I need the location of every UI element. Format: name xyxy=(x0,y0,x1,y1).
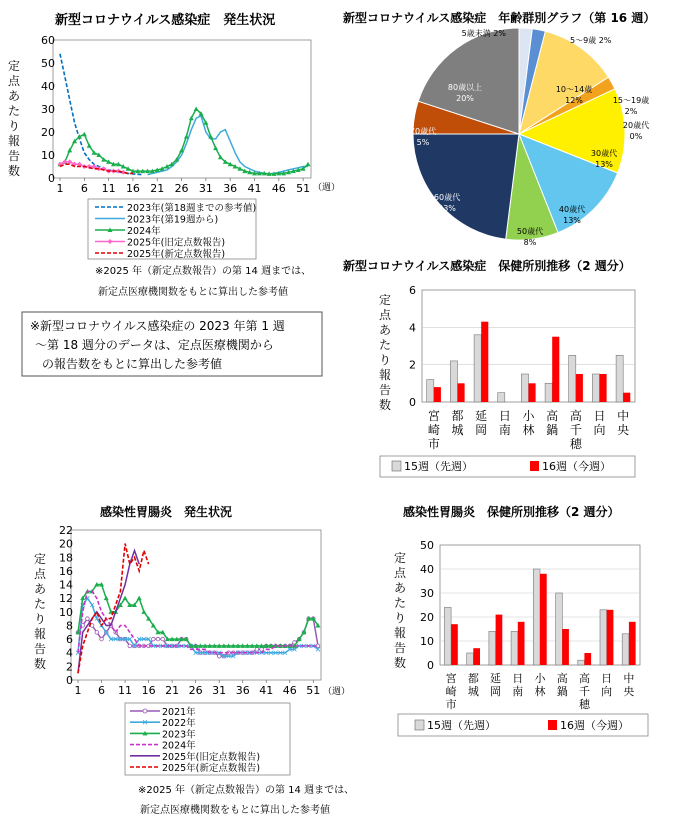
gastro-weekly-xtick-6: 6 xyxy=(98,684,106,697)
gastro-weekly-legend-label-3: 2024年 xyxy=(162,740,196,752)
covid-age-pct-9: 5% xyxy=(416,138,430,147)
gastro-weekly-legend-label-4: 2025年(旧定点数報告) xyxy=(162,751,261,763)
gastro-hc-bar-1-2 xyxy=(496,615,503,665)
gastro-weekly-ylabel-char-5: 報 xyxy=(33,627,47,641)
gastro-weekly-ytick-2: 2 xyxy=(66,660,73,674)
gastro-hc-ytick-30: 30 xyxy=(420,587,434,600)
gastro-hc-bar-0-8 xyxy=(622,634,629,665)
covid-weekly-legend-label-1: 2023年(第19週から) xyxy=(127,214,219,226)
gastro-hc-bar-0-6 xyxy=(578,660,585,665)
covid-weekly-axes xyxy=(41,34,310,195)
covid-weekly-ytick-30: 30 xyxy=(41,103,55,116)
gastro-weekly-point-0-5 xyxy=(95,630,99,634)
covid-weekly-ytick-20: 20 xyxy=(41,126,55,139)
covid-age-pct-6: 13% xyxy=(563,216,581,225)
gastro-weekly-ytick-16: 16 xyxy=(59,564,73,578)
covid-weekly-series-line-2 xyxy=(60,109,308,174)
covid-age-pct-5: 13% xyxy=(595,160,613,169)
covid-weekly-legend-label-0: 2023年(第18週までの参考値) xyxy=(127,203,257,214)
gastro-weekly-chart xyxy=(34,504,354,816)
gastro-hc-bar-1-7 xyxy=(607,610,614,665)
covid-hc-ytick-6: 6 xyxy=(409,284,416,297)
gastro-hc-ylabel-char-3: た xyxy=(393,596,407,610)
covid-reference-note-line-2: ～第 18 週分のデータは、定点医療機関から xyxy=(35,338,274,352)
gastro-hc-bar-0-1 xyxy=(467,653,474,665)
covid-reference-note-box xyxy=(22,312,322,376)
covid-reference-note-line-3: の報告数をもとに算出した参考値 xyxy=(42,357,223,371)
covid-age-pie-chart xyxy=(343,10,655,247)
gastro-weekly-note-1: ※2025 年（新定点数報告）の第 14 週までは、 xyxy=(138,785,355,796)
gastro-hc-ytick-50: 50 xyxy=(420,539,434,552)
gastro-hc-category-3-char-1: 南 xyxy=(512,685,524,698)
gastro-weekly-ylabel xyxy=(34,552,47,671)
gastro-hc-category-5-char-1: 鍋 xyxy=(556,685,568,698)
covid-weekly-xtick-51: 51 xyxy=(296,182,311,195)
covid-weekly-xtick-41: 41 xyxy=(247,182,262,195)
covid-hc-legend-prev: 15週（先週） xyxy=(404,460,473,473)
covid-hc-ylabel-char-3: た xyxy=(378,338,392,352)
gastro-hc-category-4-char-1: 林 xyxy=(534,685,546,698)
covid-weekly-title: 新型コロナウイルス感染症 発生状況 xyxy=(55,13,276,28)
covid-weekly-xtick-16: 16 xyxy=(125,182,140,195)
covid-weekly-xtick-31: 31 xyxy=(198,182,213,195)
covid-hc-bar-1-4 xyxy=(529,383,536,402)
gastro-hc-ytick-0: 0 xyxy=(427,659,434,672)
gastro-hc-ylabel-char-7: 数 xyxy=(393,656,407,670)
gastro-hc-bar-1-1 xyxy=(473,648,480,665)
gastro-hc-title: 感染性胃腸炎 保健所別推移（2 週分） xyxy=(403,505,620,519)
covid-hc-ytick-4: 4 xyxy=(409,321,416,335)
gastro-hc-ytick-10: 10 xyxy=(420,635,434,648)
covid-weekly-ytick-40: 40 xyxy=(41,80,55,93)
covid-hc-category-4-char-0: 小 xyxy=(522,409,535,423)
gastro-weekly-xtick-36: 36 xyxy=(235,684,250,697)
covid-weekly-chart xyxy=(8,12,340,298)
covid-weekly-ylabel-char-0: 定 xyxy=(7,59,21,73)
covid-hc-bar-0-4 xyxy=(521,374,528,402)
covid-hc-bar-1-7 xyxy=(600,374,607,402)
gastro-weekly-ytick-14: 14 xyxy=(59,578,73,592)
gastro-weekly-point-2-11 xyxy=(123,596,128,601)
covid-hc-category-5-char-0: 高 xyxy=(546,409,559,423)
covid-weekly-ylabel-char-1: 点 xyxy=(7,74,21,88)
covid-age-label-4: 20歳代 xyxy=(622,121,650,130)
gastro-weekly-ylabel-char-3: た xyxy=(33,597,47,611)
covid-hc-bar-0-5 xyxy=(545,383,552,402)
gastro-hc-category-3-char-0: 日 xyxy=(512,672,524,685)
covid-hc-ytick-2: 2 xyxy=(409,358,416,372)
gastro-hc-bar-1-0 xyxy=(451,624,458,665)
gastro-weekly-note-2: 新定点医療機関数をもとに算出した参考値 xyxy=(140,805,330,816)
gastro-weekly-xtick-31: 31 xyxy=(212,684,227,697)
covid-hc-category-3-char-1: 南 xyxy=(498,423,511,437)
gastro-hc-category-2-char-1: 岡 xyxy=(490,685,502,698)
covid-hc-ylabel-char-5: 報 xyxy=(378,368,392,382)
covid-healthcenter-chart xyxy=(343,258,635,477)
gastro-hc-category-0-char-2: 市 xyxy=(445,698,457,711)
covid-weekly-xtick-21: 21 xyxy=(150,182,165,195)
covid-age-pct-4: 0% xyxy=(629,132,643,141)
gastro-hc-bar-1-6 xyxy=(584,653,591,665)
gastro-weekly-ytick-8: 8 xyxy=(66,619,73,633)
covid-hc-bar-0-8 xyxy=(616,355,623,402)
gastro-hc-ytick-20: 20 xyxy=(420,611,434,624)
gastro-weekly-point-0-18 xyxy=(156,637,160,641)
covid-hc-bar-0-2 xyxy=(474,335,481,402)
gastro-hc-legend-swatch-curr xyxy=(548,720,557,730)
covid-hc-category-0-char-2: 市 xyxy=(427,437,440,451)
covid-hc-bar-1-1 xyxy=(458,383,465,402)
covid-hc-bar-0-0 xyxy=(427,380,434,402)
covid-weekly-point-2-33 xyxy=(213,146,218,151)
gastro-weekly-xtick-21: 21 xyxy=(165,684,180,697)
covid-hc-category-7-char-0: 日 xyxy=(593,409,606,423)
gastro-hc-bar-0-5 xyxy=(556,593,563,665)
gastro-hc-bar-1-8 xyxy=(629,622,636,665)
gastro-hc-ylabel-char-6: 告 xyxy=(393,641,407,655)
covid-weekly-point-2-7 xyxy=(87,143,92,148)
covid-hc-category-5-char-1: 鍋 xyxy=(546,423,559,437)
covid-age-pct-2: 12% xyxy=(565,96,583,105)
gastro-weekly-point-0-12 xyxy=(128,644,132,648)
gastro-weekly-point-0-52 xyxy=(316,644,320,648)
covid-weekly-series xyxy=(58,54,311,176)
gastro-weekly-legend-marker-0 xyxy=(143,709,147,713)
covid-hc-bars xyxy=(427,322,631,402)
covid-age-label-9: 70歳代 xyxy=(409,127,437,136)
covid-hc-ytick-0: 0 xyxy=(409,396,416,409)
covid-hc-ylabel-char-6: 告 xyxy=(378,383,392,397)
gastro-hc-bar-0-2 xyxy=(489,631,496,665)
covid-weekly-xtick-26: 26 xyxy=(174,182,189,195)
covid-age-label-1: 5～9歳 2% xyxy=(570,36,612,45)
covid-hc-category-6-char-1: 千 xyxy=(569,423,582,437)
covid-weekly-ylabel-char-4: り xyxy=(7,119,21,133)
gastro-weekly-ytick-18: 18 xyxy=(59,551,73,565)
gastro-weekly-xtick-41: 41 xyxy=(259,684,274,697)
covid-hc-category-8-char-1: 央 xyxy=(617,423,630,437)
covid-hc-legend-swatch-prev xyxy=(392,461,401,471)
gastro-weekly-point-0-39 xyxy=(255,648,259,652)
covid-weekly-ytick-0: 0 xyxy=(48,172,55,185)
covid-weekly-ytick-60: 60 xyxy=(41,34,55,47)
covid-age-slice-8 xyxy=(413,134,519,239)
gastro-hc-bar-0-3 xyxy=(511,631,518,665)
covid-hc-ylabel xyxy=(379,293,392,412)
gastro-hc-category-6-char-0: 高 xyxy=(578,672,590,685)
gastro-hc-category-2-char-0: 延 xyxy=(490,672,502,685)
gastro-hc-bar-0-4 xyxy=(533,569,540,665)
covid-weekly-point-2-52 xyxy=(306,162,311,167)
covid-weekly-ylabel-char-3: た xyxy=(7,104,21,118)
covid-weekly-ylabel-char-2: あ xyxy=(7,89,21,103)
gastro-hc-ylabel-char-2: あ xyxy=(393,581,407,595)
gastro-weekly-point-0-31 xyxy=(217,654,221,658)
gastro-weekly-xtick-46: 46 xyxy=(282,684,297,697)
covid-weekly-plot-area xyxy=(53,40,311,178)
gastro-weekly-xtick-51: 51 xyxy=(306,684,321,697)
covid-weekly-xtick-6: 6 xyxy=(80,182,88,195)
gastro-hc-ylabel xyxy=(394,551,407,670)
covid-weekly-xtick-46: 46 xyxy=(271,182,286,195)
gastro-hc-ylabel-char-1: 点 xyxy=(393,566,407,580)
gastro-weekly-xtick-26: 26 xyxy=(188,684,203,697)
gastro-weekly-ytick-6: 6 xyxy=(66,633,73,647)
gastro-weekly-point-0-17 xyxy=(151,637,155,641)
covid-age-pct-3: 2% xyxy=(624,107,638,116)
covid-hc-legend-curr: 16週（今週） xyxy=(542,460,611,473)
gastro-weekly-ylabel-char-2: あ xyxy=(33,582,47,596)
covid-hc-title: 新型コロナウイルス感染症 保健所別推移（2 週分） xyxy=(343,259,631,273)
covid-weekly-ylabel xyxy=(8,59,21,178)
covid-weekly-legend-label-2: 2024年 xyxy=(127,226,161,237)
gastro-weekly-series-line-5 xyxy=(78,544,149,674)
gastro-hc-category-0-char-0: 宮 xyxy=(445,672,457,685)
covid-weekly-ylabel-char-7: 数 xyxy=(7,164,21,178)
covid-weekly-ylabel-char-5: 報 xyxy=(7,134,21,148)
gastro-hc-category-6-char-1: 千 xyxy=(578,685,590,698)
covid-hc-category-3-char-0: 日 xyxy=(498,409,511,423)
covid-hc-category-1-char-1: 城 xyxy=(451,423,464,437)
covid-hc-category-2-char-0: 延 xyxy=(475,409,488,423)
gastro-weekly-ytick-20: 20 xyxy=(59,537,73,551)
gastro-hc-ytick-40: 40 xyxy=(420,563,434,576)
covid-hc-category-0-char-0: 宮 xyxy=(427,409,440,423)
covid-hc-legend-swatch-curr xyxy=(530,461,539,471)
gastro-hc-legend-prev: 15週（先週） xyxy=(427,719,496,732)
gastro-hc-category-8-char-1: 央 xyxy=(623,685,635,698)
covid-hc-bar-1-6 xyxy=(576,374,583,402)
gastro-weekly-series-line-4 xyxy=(78,551,139,674)
gastro-hc-bar-0-0 xyxy=(444,607,451,665)
covid-hc-bar-0-3 xyxy=(498,393,505,402)
gastro-hc-bar-0-7 xyxy=(600,610,607,665)
gastro-weekly-ytick-10: 10 xyxy=(59,605,73,619)
gastro-hc-category-0-char-1: 崎 xyxy=(445,685,457,698)
covid-hc-category-6-char-0: 高 xyxy=(569,409,582,423)
covid-hc-bar-0-1 xyxy=(450,361,457,402)
covid-age-label-0: 5歳未満 2% xyxy=(461,29,506,38)
covid-weekly-note-2: 新定点医療機関数をもとに算出した参考値 xyxy=(98,287,288,298)
covid-age-label-8: 60歳代 xyxy=(433,193,461,202)
gastro-weekly-legend-label-1: 2022年 xyxy=(162,718,196,730)
gastro-hc-legend-swatch-prev xyxy=(415,720,424,730)
covid-hc-category-7-char-1: 向 xyxy=(593,423,606,437)
gastro-hc-category-1-char-0: 都 xyxy=(467,672,479,685)
covid-hc-category-6-char-2: 穂 xyxy=(569,437,582,451)
gastro-weekly-legend-label-0: 2021年 xyxy=(162,707,196,718)
covid-age-title: 新型コロナウイルス感染症 年齢群別グラフ（第 16 週） xyxy=(343,11,656,25)
gastro-hc-categories xyxy=(446,671,635,711)
gastro-weekly-xtick-11: 11 xyxy=(118,684,133,697)
covid-hc-bar-0-7 xyxy=(592,374,599,402)
covid-age-label-5: 30歳代 xyxy=(590,149,618,158)
gastro-weekly-ytick-12: 12 xyxy=(59,592,73,606)
gastro-healthcenter-chart xyxy=(394,504,648,736)
covid-age-pct-7: 8% xyxy=(523,238,537,247)
gastro-hc-bar-1-3 xyxy=(518,622,525,665)
gastro-hc-category-5-char-0: 高 xyxy=(556,672,568,685)
covid-weekly-ytick-50: 50 xyxy=(41,57,55,70)
gastro-hc-category-4-char-0: 小 xyxy=(534,672,546,685)
gastro-weekly-xtick-16: 16 xyxy=(141,684,156,697)
gastro-hc-category-7-char-1: 向 xyxy=(601,685,613,698)
covid-hc-ylabel-char-1: 点 xyxy=(378,308,392,322)
covid-weekly-xtick-36: 36 xyxy=(223,182,238,195)
gastro-hc-bar-1-5 xyxy=(562,629,569,665)
covid-hc-bar-1-2 xyxy=(481,322,488,402)
gastro-hc-category-6-char-2: 穂 xyxy=(578,698,590,711)
gastro-weekly-point-2-15 xyxy=(141,609,146,614)
covid-weekly-legend-label-3: 2025年(旧定点数報告) xyxy=(127,237,226,249)
covid-hc-category-2-char-1: 岡 xyxy=(475,423,488,437)
gastro-weekly-ylabel-char-0: 定 xyxy=(33,552,47,566)
covid-weekly-xunit: （週） xyxy=(313,183,341,193)
covid-weekly-point-2-29 xyxy=(194,107,199,112)
covid-hc-ylabel-char-0: 定 xyxy=(378,293,392,307)
covid-age-label-2: 10～14歳 xyxy=(555,85,593,94)
gastro-hc-category-7-char-0: 日 xyxy=(601,672,613,685)
covid-hc-ylabel-char-2: あ xyxy=(378,323,392,337)
covid-age-pct-8: 23% xyxy=(438,204,456,213)
gastro-hc-category-8-char-0: 中 xyxy=(623,672,635,685)
covid-hc-ylabel-char-7: 数 xyxy=(378,398,392,412)
gastro-weekly-ytick-0: 0 xyxy=(66,674,73,687)
gastro-hc-ylabel-char-0: 定 xyxy=(393,551,407,565)
covid-age-label-3: 15～19歳 xyxy=(612,96,650,105)
covid-weekly-legend-label-4: 2025年(新定点数報告) xyxy=(127,249,226,260)
gastro-hc-ylabel-char-5: 報 xyxy=(393,626,407,640)
gastro-weekly-xtick-1: 1 xyxy=(74,684,82,697)
covid-weekly-point-2-6 xyxy=(82,132,87,137)
covid-weekly-ytick-10: 10 xyxy=(41,149,55,162)
covid-hc-bar-0-6 xyxy=(569,355,576,402)
gastro-weekly-ylabel-char-7: 数 xyxy=(33,657,47,671)
gastro-weekly-point-0-19 xyxy=(161,637,165,641)
covid-weekly-ylabel-char-6: 告 xyxy=(7,149,21,163)
gastro-weekly-point-0-6 xyxy=(100,637,104,641)
covid-weekly-xtick-11: 11 xyxy=(101,182,116,195)
covid-hc-category-4-char-1: 林 xyxy=(522,423,535,437)
gastro-weekly-series-line-3 xyxy=(78,591,318,652)
covid-hc-category-8-char-0: 中 xyxy=(617,409,630,423)
covid-weekly-xtick-1: 1 xyxy=(56,182,64,195)
gastro-hc-ylabel-char-4: り xyxy=(393,611,407,625)
covid-age-label-10: 80歳以上 xyxy=(447,83,483,92)
gastro-weekly-title: 感染性胃腸炎 発生状況 xyxy=(100,505,233,519)
gastro-hc-bar-1-4 xyxy=(540,574,547,665)
covid-age-pct-10: 20% xyxy=(456,94,474,103)
gastro-weekly-ytick-4: 4 xyxy=(66,646,73,660)
gastro-weekly-legend-label-2: 2023年 xyxy=(162,729,196,741)
gastro-hc-category-1-char-1: 城 xyxy=(467,685,479,698)
gastro-weekly-point-2-7 xyxy=(104,596,109,601)
gastro-weekly-ylabel-char-1: 点 xyxy=(33,567,47,581)
gastro-hc-legend-curr: 16週（今週） xyxy=(560,719,629,732)
covid-age-label-6: 40歳代 xyxy=(558,205,586,214)
covid-age-label-7: 50歳代 xyxy=(516,227,544,236)
covid-hc-bar-1-8 xyxy=(623,393,630,402)
gastro-weekly-xunit: （週） xyxy=(323,687,351,697)
gastro-weekly-ylabel-char-6: 告 xyxy=(33,642,47,656)
covid-hc-category-1-char-0: 都 xyxy=(451,409,464,423)
covid-hc-ylabel-char-4: り xyxy=(378,353,392,367)
gastro-weekly-ytick-22: 22 xyxy=(59,524,73,537)
gastro-weekly-ylabel-char-4: り xyxy=(33,612,47,626)
covid-hc-category-0-char-1: 崎 xyxy=(427,423,440,437)
covid-hc-bar-1-0 xyxy=(434,387,441,402)
gastro-weekly-point-2-14 xyxy=(137,596,142,601)
gastro-weekly-point-0-3 xyxy=(86,617,90,621)
covid-hc-bar-1-5 xyxy=(552,337,559,402)
covid-hc-categories xyxy=(428,408,629,451)
gastro-weekly-series xyxy=(76,544,321,674)
covid-reference-note-line-1: ※新型コロナウイルス感染症の 2023 年第 1 週 xyxy=(30,319,285,333)
gastro-weekly-axes xyxy=(59,524,320,697)
gastro-weekly-point-0-40 xyxy=(260,648,264,652)
gastro-weekly-legend-label-5: 2025年(新定点数報告) xyxy=(162,763,261,774)
covid-weekly-note-1: ※2025 年（新定点数報告）の第 14 週までは、 xyxy=(95,266,312,277)
